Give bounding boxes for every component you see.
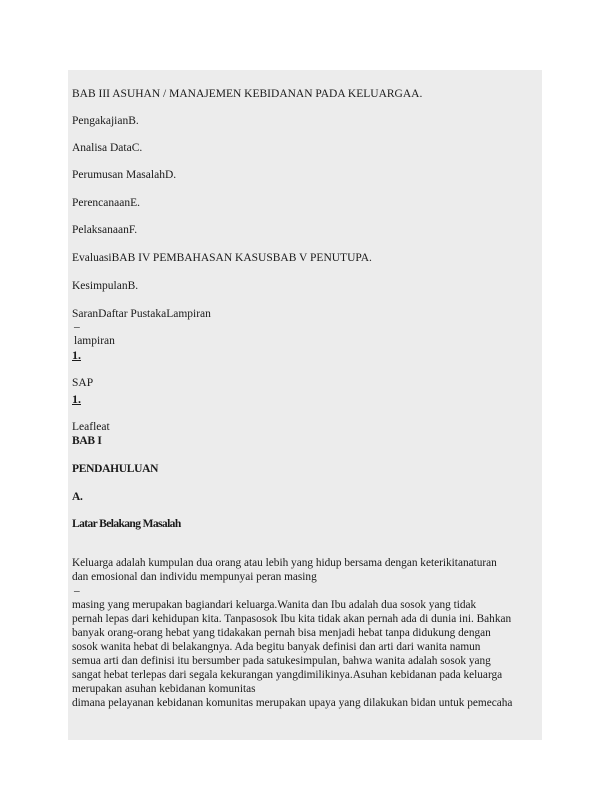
toc-item-analisa: Analisa DataC. [72, 142, 143, 154]
toc-item-pelaksanaan: PelaksanaanF. [72, 224, 138, 236]
toc-item-kesimpulan: KesimpulanB. [72, 280, 139, 292]
body-line: dan emosional dan individu mempunyai peran masing [72, 571, 317, 583]
chapter-heading: BAB I [72, 435, 102, 447]
section-letter: A. [72, 491, 83, 503]
body-line: Keluarga adalah kumpulan dua orang atau lebih yang hidup bersama dengan keterikitanaturan [72, 557, 497, 569]
toc-marker: 1. [72, 392, 81, 406]
toc-marker: 1. [72, 348, 81, 362]
body-line: sangat hebat terlepas dari segala kekurangan yangdimilikinya.Asuhan kebidanan pada keluarga [72, 669, 503, 681]
body-line: banyak orang-orang hebat yang tidakakan pernah bisa menjadi hebat tanpa didukung dengan [72, 627, 491, 639]
body-line: semua arti dan definisi itu bersumber pada satukesimpulan, bahwa wanita adalah sosok yang [72, 655, 491, 667]
toc-item-perumusan: Perumusan MasalahD. [72, 169, 177, 181]
toc-item-leafleat: Leafleat [72, 421, 110, 433]
toc-item-evaluasi: EvaluasiBAB IV PEMBAHASAN KASUSBAB V PENUTUPA. [72, 252, 372, 264]
body-dash: – [74, 585, 80, 597]
toc-item-saran: SaranDaftar PustakaLampiran [72, 308, 211, 320]
body-line: dimana pelayanan kebidanan komunitas merupakan upaya yang dilakukan bidan untuk pemecaha [72, 697, 513, 709]
section-title: Latar Belakang Masalah [72, 518, 181, 530]
toc-item-pengkajian: PengakajianB. [72, 115, 139, 127]
body-line: masing yang merupakan bagiandari keluarga.Wanita dan Ibu adalah dua sosok yang tidak [72, 599, 477, 611]
body-line: sosok wanita hebat di belakangnya. Ada begitu banyak definisi dan arti dari wanita namun [72, 641, 481, 653]
toc-item-sap: SAP [72, 377, 94, 389]
toc-item-perencanaan: PerencanaanE. [72, 197, 141, 209]
body-line: merupakan asuhan kebidanan komunitas [72, 683, 256, 695]
toc-dash: – [74, 321, 80, 333]
body-line: pernah lepas dari kehidupan kita. Tanpasosok Ibu kita tidak akan pernah ada di dunia ini. Bahkan [72, 613, 512, 625]
toc-item-lampiran: lampiran [74, 335, 115, 347]
toc-chapter-3: BAB III ASUHAN / MANAJEMEN KEBIDANAN PADA KELUARGAA. [72, 88, 423, 100]
chapter-subheading: PENDAHULUAN [72, 463, 159, 475]
